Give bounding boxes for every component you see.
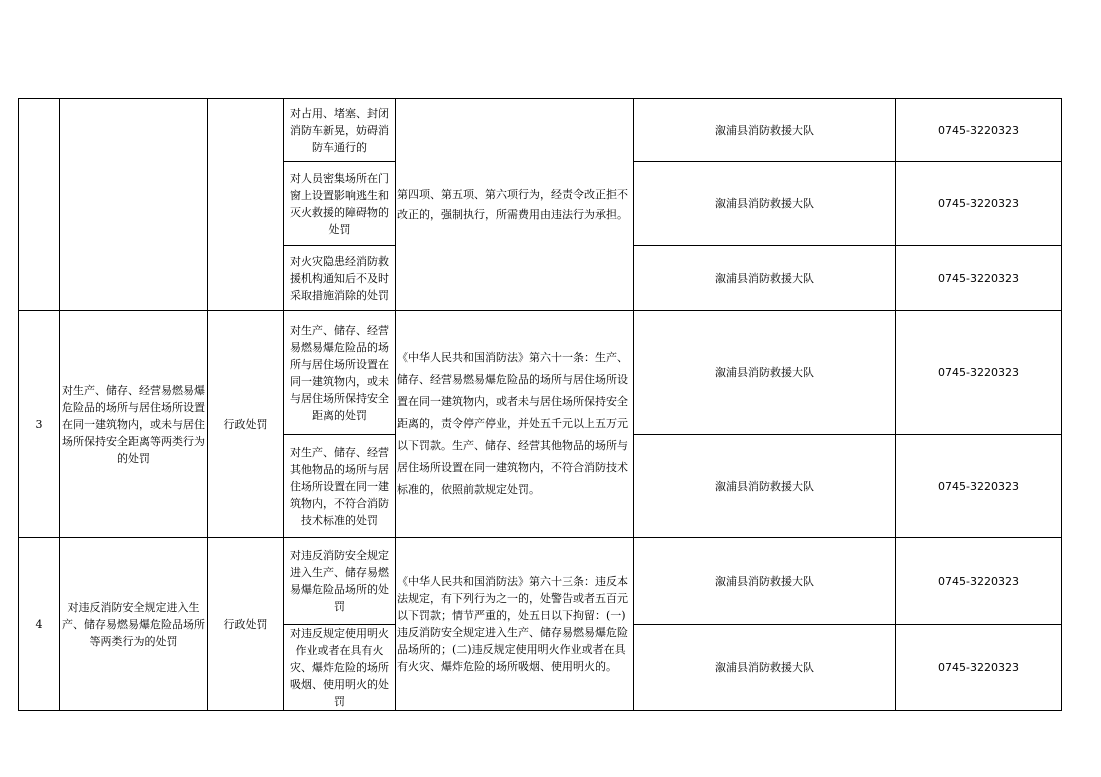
table-row: [19, 538, 1062, 625]
phone-cell: 0745-3220323: [896, 246, 1062, 311]
department-cell: 溆浦县消防救援大队: [634, 538, 896, 625]
item-type-cell: [208, 99, 284, 311]
phone-cell: 0745-3220323: [896, 625, 1062, 711]
item-name-cell: 对违反消防安全规定进入生产、储存易燃易爆危险品场所等两类行为的处罚: [60, 538, 208, 711]
subitem-name-cell: 对生产、储存、经营其他物品的场所与居住场所设置在同一建筑物内，不符合消防技术标准的处罚: [284, 435, 396, 538]
department-cell: 溆浦县消防救援大队: [634, 311, 896, 435]
subitem-name-cell: 对火灾隐患经消防救援机构通知后不及时采取措施消除的处罚: [284, 246, 396, 311]
legal-basis-cell: 第四项、第五项、第六项行为，经责令改正拒不改正的，强制执行，所需费用由违法行为承担。: [396, 99, 634, 311]
table-row: [19, 99, 1062, 162]
item-type-cell: 行政处罚: [208, 311, 284, 538]
item-type-cell: 行政处罚: [208, 538, 284, 711]
subitem-name-cell: 对违反规定使用明火作业或者在具有火灾、爆炸危险的场所吸烟、使用明火的处罚: [284, 625, 396, 711]
phone-cell: 0745-3220323: [896, 435, 1062, 538]
row-number-cell: [19, 99, 60, 311]
department-cell: 溆浦县消防救援大队: [634, 162, 896, 246]
department-cell: 溆浦县消防救援大队: [634, 246, 896, 311]
legal-basis-cell: 《中华人民共和国消防法》第六十三条：违反本法规定，有下列行为之一的，处警告或者五百元以下罚款；情节严重的，处五日以下拘留：(一)违反消防安全规定进入生产、储存易燃易爆危险品场所的；(二)违反规定使用明火作业或者在具有火灾、爆炸危险的场所吸烟、使用明火的。: [396, 538, 634, 711]
phone-cell: 0745-3220323: [896, 99, 1062, 162]
legal-basis-cell: 《中华人民共和国消防法》第六十一条：生产、储存、经营易燃易爆危险品的场所与居住场所设置在同一建筑物内，或者未与居住场所保持安全距离的，责令停产停业，并处五千元以上五万元以下罚款。生产、储存、经营其他物品的场所与居住场所设置在同一建筑物内，不符合消防技术标准的，依照前款规定处罚。: [396, 311, 634, 538]
phone-cell: 0745-3220323: [896, 162, 1062, 246]
penalty-table: [18, 98, 1062, 711]
row-number-cell: 4: [19, 538, 60, 711]
row-number-cell: 3: [19, 311, 60, 538]
subitem-name-cell: 对违反消防安全规定进入生产、储存易燃易爆危险品场所的处罚: [284, 538, 396, 625]
department-cell: 溆浦县消防救援大队: [634, 625, 896, 711]
department-cell: 溆浦县消防救援大队: [634, 99, 896, 162]
subitem-name-cell: 对占用、堵塞、封闭消防车新晃，妨碍消防车通行的: [284, 99, 396, 162]
table-row: [19, 311, 1062, 435]
item-name-cell: [60, 99, 208, 311]
phone-cell: 0745-3220323: [896, 311, 1062, 435]
phone-cell: 0745-3220323: [896, 538, 1062, 625]
department-cell: 溆浦县消防救援大队: [634, 435, 896, 538]
subitem-name-cell: 对人员密集场所在门窗上设置影响逃生和灭火救援的障碍物的处罚: [284, 162, 396, 246]
item-name-cell: 对生产、储存、经营易燃易爆危险品的场所与居住场所设置在同一建筑物内，或未与居住场所保持安全距离等两类行为的处罚: [60, 311, 208, 538]
subitem-name-cell: 对生产、储存、经营易燃易爆危险品的场所与居住场所设置在同一建筑物内，或未与居住场所保持安全距离的处罚: [284, 311, 396, 435]
